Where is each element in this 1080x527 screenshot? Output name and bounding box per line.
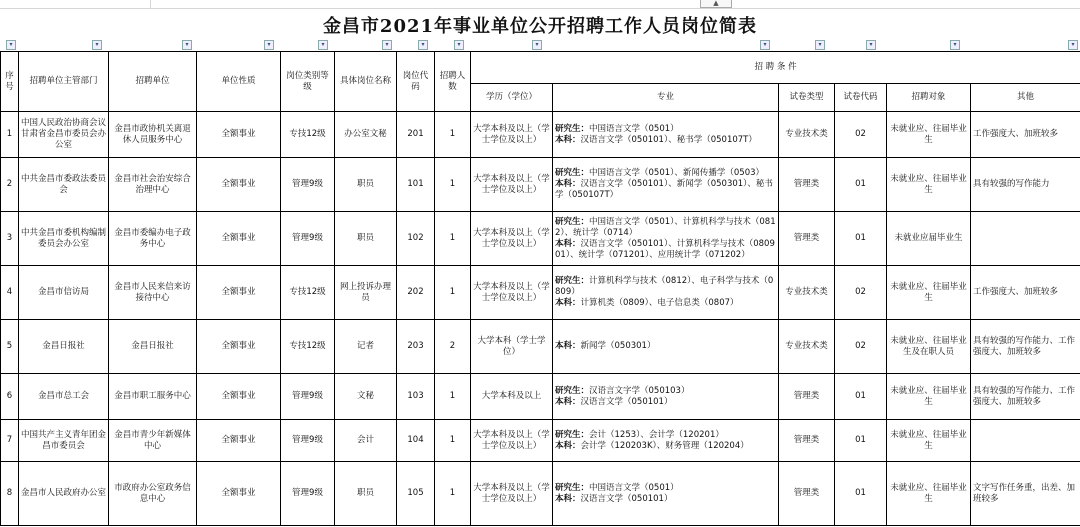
page-title: 金昌市2021年事业单位公开招聘工作人员岗位简表 xyxy=(322,16,758,37)
cell-major xyxy=(553,212,779,266)
table-row xyxy=(1,266,1080,320)
cell-other: 具有较强的写作能力、工作强度大、加班较多 xyxy=(971,320,1080,374)
table-row xyxy=(1,374,1080,420)
cell-category: 专技12级 xyxy=(281,112,335,158)
table-row xyxy=(1,212,1080,266)
cell-target: 未就业应、往届毕业生 xyxy=(887,266,971,320)
cell-dept: 中共金昌市委机构编制委员会办公室 xyxy=(19,212,109,266)
cell-exam-type: 管理类 xyxy=(779,212,835,266)
cell-target: 未就业应届毕业生 xyxy=(887,212,971,266)
cell-seq: 7 xyxy=(1,420,19,462)
cell-position: 职员 xyxy=(335,212,397,266)
cell-major xyxy=(553,374,779,420)
cell-exam-type: 管理类 xyxy=(779,374,835,420)
cell-code: 101 xyxy=(397,158,435,212)
major-graduate-label: 研究生： xyxy=(555,385,590,396)
cell-nature: 全额事业 xyxy=(197,158,281,212)
header-exam-type: 试卷类型 xyxy=(779,84,835,112)
major-graduate-value: 中国语言文学（0501）、计算机科学与技术（0812）、统计学（0714） xyxy=(555,216,776,238)
cell-other xyxy=(971,420,1080,462)
major-undergrad-line xyxy=(555,494,776,505)
major-graduate-line xyxy=(555,430,776,441)
header-category: 岗位类别等级 xyxy=(281,52,335,112)
filter-dropdown-icon[interactable]: ▾ xyxy=(382,40,392,50)
cell-seq: 3 xyxy=(1,212,19,266)
cell-seq: 5 xyxy=(1,320,19,374)
cell-major xyxy=(553,420,779,462)
cell-education: 大学本科及以上 xyxy=(471,374,553,420)
cell-major xyxy=(553,266,779,320)
cell-category: 管理9级 xyxy=(281,158,335,212)
major-graduate-value: 汉语言文字学（050103） xyxy=(589,385,690,396)
cell-count: 1 xyxy=(435,420,471,462)
cell-dept: 金昌市人民政府办公室 xyxy=(19,462,109,526)
major-undergrad-value: 汉语言文学（050101）、计算机科学与技术（080901）、统计学（071201）、应用统计学（071202） xyxy=(555,238,775,260)
cell-other: 工作强度大、加班较多 xyxy=(971,266,1080,320)
filter-dropdown-icon[interactable]: ▾ xyxy=(815,40,825,50)
table-row xyxy=(1,420,1080,462)
major-undergrad-label: 本科： xyxy=(555,440,581,451)
major-undergrad-line xyxy=(555,397,776,408)
header-nature: 单位性质 xyxy=(197,52,281,112)
major-undergrad-label: 本科： xyxy=(555,396,581,407)
cell-education: 大学本科及以上（学士学位及以上） xyxy=(471,158,553,212)
cell-seq: 6 xyxy=(1,374,19,420)
header-dept: 招聘单位主管部门 xyxy=(19,52,109,112)
major-undergrad-label: 本科： xyxy=(555,341,581,351)
major-undergrad-value: 汉语言文学（050101）、新闻学（050301）、秘书学（050107T） xyxy=(555,179,773,200)
cell-target: 未就业应、往届毕业生 xyxy=(887,112,971,158)
major-graduate-line xyxy=(555,483,776,494)
header-major: 专业 xyxy=(553,84,779,112)
major-undergrad-value: 计算机类（0809）、电子信息类（0807） xyxy=(580,298,739,308)
header-exam-code: 试卷代码 xyxy=(835,84,887,112)
cell-nature: 全额事业 xyxy=(197,266,281,320)
cell-dept: 中国人民政治协商会议甘肃省金昌市委员会办公室 xyxy=(19,112,109,158)
filter-dropdown-icon[interactable]: ▾ xyxy=(418,40,428,50)
cell-count: 1 xyxy=(435,266,471,320)
major-undergrad-line xyxy=(555,239,776,261)
major-graduate-label: 研究生： xyxy=(555,168,590,178)
cell-count: 1 xyxy=(435,158,471,212)
cell-code: 105 xyxy=(397,462,435,526)
cell-education: 大学本科及以上（学士学位及以上） xyxy=(471,266,553,320)
cell-dept: 中国共产主义青年团金昌市委员会 xyxy=(19,420,109,462)
cell-count: 1 xyxy=(435,462,471,526)
header-conditions: 招 聘 条 件 xyxy=(471,52,1080,84)
cell-nature: 全额事业 xyxy=(197,420,281,462)
header-other: 其他 xyxy=(971,84,1080,112)
major-undergrad-value: 汉语言文学（050101） xyxy=(580,396,673,407)
cell-exam-code: 02 xyxy=(835,112,887,158)
cell-position: 文秘 xyxy=(335,374,397,420)
major-graduate-value: 中国语言文学（0501） xyxy=(589,123,679,134)
filter-dropdown-icon[interactable]: ▾ xyxy=(454,40,464,50)
cell-count: 1 xyxy=(435,374,471,420)
cell-code: 102 xyxy=(397,212,435,266)
cell-seq: 4 xyxy=(1,266,19,320)
cell-position: 会计 xyxy=(335,420,397,462)
cell-position: 办公室文秘 xyxy=(335,112,397,158)
major-graduate-line xyxy=(555,386,776,397)
major-graduate-label: 研究生： xyxy=(555,482,590,493)
major-graduate-label: 研究生： xyxy=(555,276,590,286)
cell-code: 202 xyxy=(397,266,435,320)
major-graduate-line xyxy=(555,217,776,239)
filter-dropdown-icon[interactable]: ▾ xyxy=(1068,40,1078,50)
cell-code: 203 xyxy=(397,320,435,374)
cell-exam-code: 02 xyxy=(835,266,887,320)
major-undergrad-label: 本科： xyxy=(555,134,581,145)
cell-dept: 中共金昌市委政法委员会 xyxy=(19,158,109,212)
cell-exam-type: 专业技术类 xyxy=(779,266,835,320)
major-undergrad-line xyxy=(555,135,776,146)
cell-count: 1 xyxy=(435,112,471,158)
cell-count: 2 xyxy=(435,320,471,374)
major-undergrad-label: 本科： xyxy=(555,493,581,504)
filter-dropdown-icon[interactable]: ▾ xyxy=(92,40,102,50)
cell-unit: 金昌市委编办电子政务中心 xyxy=(109,212,197,266)
major-graduate-line xyxy=(555,276,776,298)
cell-unit: 市政府办公室政务信息中心 xyxy=(109,462,197,526)
header-education: 学历（学位） xyxy=(471,84,553,112)
filter-dropdown-icon[interactable]: ▾ xyxy=(532,40,542,50)
header-position: 具体岗位名称 xyxy=(335,52,397,112)
cell-seq: 1 xyxy=(1,112,19,158)
cell-education: 大学本科（学士学位） xyxy=(471,320,553,374)
cell-exam-code: 01 xyxy=(835,158,887,212)
table-row xyxy=(1,112,1080,158)
cell-exam-code: 01 xyxy=(835,462,887,526)
cell-code: 103 xyxy=(397,374,435,420)
cell-category: 管理9级 xyxy=(281,212,335,266)
cell-target: 未就业应、往届毕业生 xyxy=(887,374,971,420)
cell-major xyxy=(553,320,779,374)
cell-major xyxy=(553,112,779,158)
filter-dropdown-icon[interactable]: ▾ xyxy=(182,40,192,50)
filter-dropdown-icon[interactable]: ▾ xyxy=(318,40,328,50)
cell-dept: 金昌市信访局 xyxy=(19,266,109,320)
cell-nature: 全额事业 xyxy=(197,112,281,158)
cell-position: 职员 xyxy=(335,158,397,212)
cell-seq: 8 xyxy=(1,462,19,526)
cell-position: 记者 xyxy=(335,320,397,374)
major-graduate-value: 中国语言文学（0501）、新闻传播学（0503） xyxy=(589,168,765,178)
header-unit: 招聘单位 xyxy=(109,52,197,112)
cell-other: 文字写作任务重，出差、加班较多 xyxy=(971,462,1080,526)
major-undergrad-label: 本科： xyxy=(555,238,581,249)
cell-nature: 全额事业 xyxy=(197,320,281,374)
cell-exam-code: 02 xyxy=(835,320,887,374)
major-graduate-value: 会计（1253）、会计学（120201） xyxy=(589,429,724,440)
collapse-arrow-icon[interactable]: ▲ xyxy=(700,0,732,8)
cell-exam-type: 专业技术类 xyxy=(779,320,835,374)
cell-other: 工作强度大、加班较多 xyxy=(971,112,1080,158)
table-row xyxy=(1,462,1080,526)
table-row xyxy=(1,320,1080,374)
cell-category: 专技12级 xyxy=(281,266,335,320)
major-graduate-label: 研究生： xyxy=(555,216,590,227)
positions-table xyxy=(0,51,1080,526)
cell-major xyxy=(553,158,779,212)
major-undergrad-line xyxy=(555,298,776,309)
major-graduate-line xyxy=(555,124,776,135)
cell-education: 大学本科及以上（学士学位及以上） xyxy=(471,420,553,462)
major-undergrad-line xyxy=(555,441,776,452)
cell-unit: 金昌市人民来信来访接待中心 xyxy=(109,266,197,320)
cell-target: 未就业应、往届毕业生及在职人员 xyxy=(887,320,971,374)
cell-category: 管理9级 xyxy=(281,462,335,526)
cell-seq: 2 xyxy=(1,158,19,212)
cell-code: 104 xyxy=(397,420,435,462)
major-undergrad-value: 汉语言文学（050101）、秘书学（050107T） xyxy=(580,134,757,145)
cell-target: 未就业应、往届毕业生 xyxy=(887,158,971,212)
major-graduate-value: 计算机科学与技术（0812）、电子科学与技术（0809） xyxy=(555,276,774,297)
major-undergrad-line xyxy=(555,179,776,201)
previous-row-cells xyxy=(150,0,1080,8)
major-undergrad-line xyxy=(555,341,776,352)
cell-position: 职员 xyxy=(335,462,397,526)
cell-category: 管理9级 xyxy=(281,420,335,462)
cell-unit: 金昌日报社 xyxy=(109,320,197,374)
major-undergrad-value: 新闻学（050301） xyxy=(580,341,656,351)
cell-exam-code: 01 xyxy=(835,420,887,462)
filter-dropdown-icon[interactable]: ▾ xyxy=(950,40,960,50)
cell-category: 专技12级 xyxy=(281,320,335,374)
cell-exam-type: 专业技术类 xyxy=(779,112,835,158)
major-undergrad-value: 汉语言文学（050101） xyxy=(580,493,673,504)
cell-major xyxy=(553,462,779,526)
filter-dropdown-icon[interactable]: ▾ xyxy=(6,40,16,50)
major-undergrad-label: 本科： xyxy=(555,298,581,308)
cell-other xyxy=(971,212,1080,266)
cell-nature: 全额事业 xyxy=(197,462,281,526)
header-target: 招聘对象 xyxy=(887,84,971,112)
previous-row-strip xyxy=(0,0,1080,9)
cell-code: 201 xyxy=(397,112,435,158)
cell-unit: 金昌市青少年新媒体中心 xyxy=(109,420,197,462)
cell-education: 大学本科及以上（学士学位及以上） xyxy=(471,462,553,526)
header-count: 招聘人数 xyxy=(435,52,471,112)
cell-exam-type: 管理类 xyxy=(779,420,835,462)
cell-exam-code: 01 xyxy=(835,374,887,420)
cell-nature: 全额事业 xyxy=(197,212,281,266)
cell-exam-type: 管理类 xyxy=(779,462,835,526)
cell-unit: 金昌市职工服务中心 xyxy=(109,374,197,420)
cell-other: 具有较强的写作能力 xyxy=(971,158,1080,212)
cell-nature: 全额事业 xyxy=(197,374,281,420)
cell-position: 网上投诉办理员 xyxy=(335,266,397,320)
major-graduate-label: 研究生： xyxy=(555,429,590,440)
cell-education: 大学本科及以上（学士学位及以上） xyxy=(471,112,553,158)
cell-unit: 金昌市社会治安综合治理中心 xyxy=(109,158,197,212)
cell-dept: 金昌市总工会 xyxy=(19,374,109,420)
cell-education: 大学本科及以上（学士学位及以上） xyxy=(471,212,553,266)
cell-other: 具有较强的写作能力、工作强度大、加班较多 xyxy=(971,374,1080,420)
major-graduate-value: 中国语言文学（0501） xyxy=(589,482,679,493)
major-graduate-line xyxy=(555,168,776,179)
filter-dropdown-icon[interactable]: ▾ xyxy=(866,40,876,50)
cell-dept: 金昌日报社 xyxy=(19,320,109,374)
header-code: 岗位代码 xyxy=(397,52,435,112)
major-undergrad-label: 本科： xyxy=(555,179,581,189)
header-seq: 序号 xyxy=(1,52,19,112)
cell-count: 1 xyxy=(435,212,471,266)
table-row xyxy=(1,158,1080,212)
major-undergrad-value: 会计学（120203K）、财务管理（120204） xyxy=(580,440,749,451)
autofilter-row xyxy=(0,40,1080,50)
header-row-1 xyxy=(1,52,1080,84)
cell-unit: 金昌市政协机关离退休人员服务中心 xyxy=(109,112,197,158)
major-graduate-label: 研究生： xyxy=(555,123,590,134)
filter-dropdown-icon[interactable]: ▾ xyxy=(760,40,770,50)
cell-exam-code: 01 xyxy=(835,212,887,266)
cell-target: 未就业应、往届毕业生 xyxy=(887,420,971,462)
cell-target: 未就业应、往届毕业生 xyxy=(887,462,971,526)
cell-category: 管理9级 xyxy=(281,374,335,420)
cell-exam-type: 管理类 xyxy=(779,158,835,212)
filter-dropdown-icon[interactable]: ▾ xyxy=(264,40,274,50)
